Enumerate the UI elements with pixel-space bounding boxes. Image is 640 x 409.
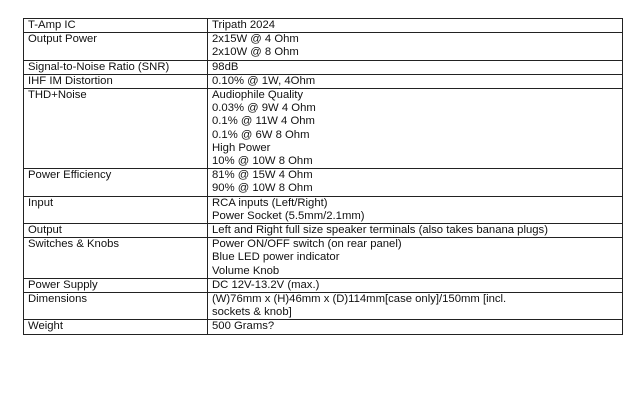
table-row (24, 89, 623, 169)
value-line: 81% @ 15W 4 Ohm (212, 169, 313, 182)
value-line: DC 12V-13.2V (max.) (212, 278, 320, 291)
row-value (208, 169, 623, 196)
row-value (208, 224, 623, 238)
value-line: 10% @ 10W 8 Ohm (212, 155, 313, 168)
row-value (208, 238, 623, 279)
value-line: 2x15W @ 4 Ohm (212, 33, 299, 46)
value-line: Audiophile Quality (212, 89, 304, 102)
row-label: Power Efficiency (24, 169, 208, 196)
value-line: Power ON/OFF switch (on rear panel) (212, 238, 402, 251)
row-value (208, 320, 623, 334)
row-label: Output (24, 224, 208, 238)
value-line: RCA inputs (Left/Right) (212, 196, 328, 209)
row-label: Dimensions (24, 293, 208, 320)
row-label: IHF IM Distortion (24, 74, 208, 88)
value-line: Tripath 2024 (212, 19, 276, 31)
row-label: Switches & Knobs (24, 238, 208, 279)
table-row (24, 238, 623, 279)
value-line: 0.1% @ 6W 8 Ohm (212, 128, 310, 141)
value-line: Volume Knob (212, 264, 280, 277)
row-label: Output Power (24, 33, 208, 60)
row-value (208, 89, 623, 169)
value-line: Power Socket (5.5mm/2.1mm) (212, 209, 365, 222)
row-value (208, 278, 623, 292)
value-line: 0.1% @ 11W 4 Ohm (212, 115, 315, 128)
value-line: 0.03% @ 9W 4 Ohm (212, 102, 316, 115)
row-label: THD+Noise (24, 89, 208, 169)
table-row (24, 33, 623, 60)
table-row (24, 293, 623, 320)
row-label: Signal-to-Noise Ratio (SNR) (24, 60, 208, 74)
row-value (208, 33, 623, 60)
value-line: 98dB (212, 60, 239, 73)
row-value (208, 196, 623, 223)
value-line: 2x10W @ 8 Ohm (212, 46, 299, 59)
table-row (24, 60, 623, 74)
row-value (208, 19, 623, 33)
spec-table (23, 18, 623, 335)
table-row (24, 196, 623, 223)
table-row (24, 278, 623, 292)
row-label: Weight (24, 320, 208, 334)
row-label: T-Amp IC (24, 19, 208, 33)
value-line: 0.10% @ 1W, 4Ohm (212, 74, 316, 87)
value-line: High Power (212, 141, 271, 154)
table-row (24, 169, 623, 196)
row-value (208, 74, 623, 88)
table-row (24, 224, 623, 238)
value-line: Blue LED power indicator (212, 251, 340, 264)
value-line: 500 Grams? (212, 320, 275, 333)
table-row (24, 19, 623, 33)
row-label: Power Supply (24, 278, 208, 292)
value-line: (W)76mm x (H)46mm x (D)114mm[case only]/150mm [incl. (212, 293, 507, 306)
row-value (208, 60, 623, 74)
table-row (24, 320, 623, 334)
row-value (208, 293, 623, 320)
row-label: Input (24, 196, 208, 223)
value-line: 90% @ 10W 8 Ohm (212, 182, 313, 195)
value-line: Left and Right full size speaker terminals (also takes banana plugs) (212, 224, 548, 237)
table-row (24, 74, 623, 88)
value-line: sockets & knob] (212, 306, 292, 319)
